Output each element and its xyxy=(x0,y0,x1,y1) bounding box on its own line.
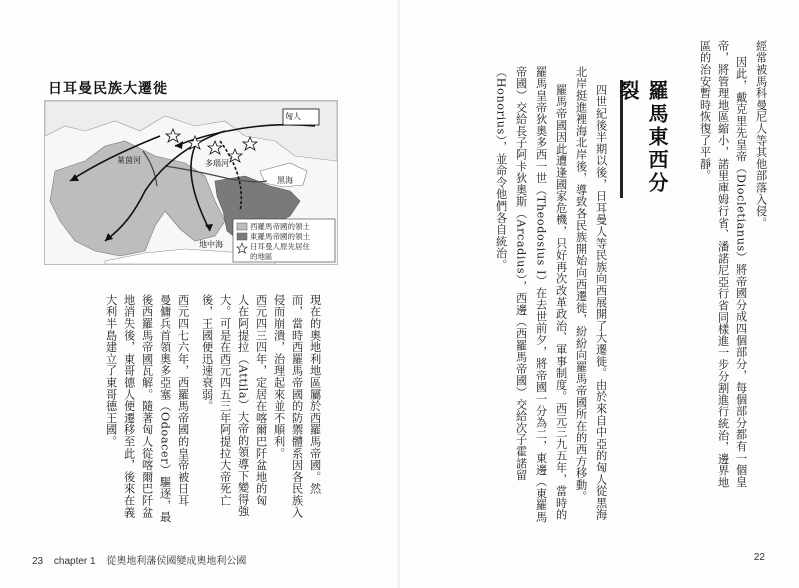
legend-west-swatch xyxy=(237,223,247,230)
paragraph-column: 區的治安暫時恢復了平靜。 xyxy=(698,40,712,182)
paragraph-column: 大利半島建立了東哥德王國。 xyxy=(104,294,118,448)
left-page xyxy=(0,0,399,588)
paragraph-column: 大。可是在西元四五三年阿提拉大帝死亡 xyxy=(218,294,232,507)
paragraph-column: 北岸挺進裡海北岸後，導致各民族開始向西遷徙，紛紛向羅馬帝國所在的西方移動。 xyxy=(574,66,588,503)
legend-origin-label-2: 的地區 xyxy=(250,252,273,261)
huns-label: 匈人 xyxy=(285,112,301,121)
paragraph-column: 而，當時西羅馬帝國的防禦體系因各民族入 xyxy=(290,294,304,519)
paragraph-column: 人在阿提拉（Attila）大帝的領導下變得強 xyxy=(236,294,250,518)
map-title: 日耳曼民族大遷徙 xyxy=(48,81,168,97)
paragraph-column: 帝國）交給長子阿卡狄奧斯（Arcadius），西邊（西羅馬帝國）交給次子霍諾留 xyxy=(514,66,528,482)
paragraph-column: 帝，將管理地區縮小，諾里庫姆行省、潘諾尼亞行省同樣進一步分割進行統治，邊界地 xyxy=(716,40,730,489)
chapter-title: 從奧地利藩侯國變成奧地利公國 xyxy=(106,556,247,567)
paragraph-column: 羅馬帝國因此遭逢國家危機，只好再次改革政治、軍事制度。西元三九五年，當時的 xyxy=(554,84,568,521)
page-number: 22 xyxy=(753,552,765,563)
paragraph-column: 西元四七六年，西羅馬帝國的皇帝被日耳 xyxy=(176,294,190,507)
mediterranean-label: 地中海 xyxy=(199,240,223,249)
paragraph-column: 因此，戴克里先皇帝（Diocletianus）將帝國分成四個部分，每個部分都有一個皇 xyxy=(734,56,748,488)
black-sea-label: 黑海 xyxy=(277,176,293,185)
paragraph-column: 侵而崩潰，治理起來並不順利。 xyxy=(272,294,286,460)
paragraph-column: 後，王國便迅速衰弱。 xyxy=(200,294,214,412)
legend-east-label: 東羅馬帝國的領土 xyxy=(250,232,310,241)
section-heading: 羅馬東西分裂 xyxy=(616,80,669,195)
paragraph-column: 後西羅馬帝國瓦解。隨著匈人從喀爾巴阡盆 xyxy=(140,294,154,519)
chapter-number: chapter 1 xyxy=(53,556,96,567)
legend-origin-label-1: 日耳曼人原先居住 xyxy=(250,242,310,251)
paragraph-column: （Honorius），並命令他們各自統治。 xyxy=(494,66,508,271)
danube-label: 多瑙河 xyxy=(205,159,229,168)
left-footer xyxy=(32,552,254,567)
migration-map xyxy=(44,100,338,265)
paragraph-column: 經常被馬科曼尼人等其他部落入侵。 xyxy=(754,40,768,229)
legend-west-label: 西羅馬帝國的領土 xyxy=(250,222,310,231)
paragraph-column: 四世紀後半期以後，日耳曼人等民族向西展開了大遷徙。由於來自中亞的匈人從黑海 xyxy=(594,84,608,521)
section-heading-box xyxy=(616,80,669,198)
paragraph-column: 現在的奧地利地區屬於西羅馬帝國。然 xyxy=(308,294,322,495)
paragraph-column: 羅馬皇帝狄奧多西一世（Theodosius I）在去世前夕，將帝國一分為二，東邊（東羅馬 xyxy=(534,66,548,523)
legend-east-swatch xyxy=(237,233,247,240)
right-footer xyxy=(754,552,765,563)
paragraph-column: 地消失後，東哥德人便遷移至此，後來在義 xyxy=(122,294,136,519)
paragraph-column: 曼傭兵首領奧多亞塞（Odoacer）驅逐，最 xyxy=(158,294,172,524)
rhine-label: 萊茵河 xyxy=(117,156,141,165)
paragraph-column: 西元四三四年，定居在喀爾巴阡盆地的匈 xyxy=(254,294,268,507)
page-number: 23 xyxy=(32,556,44,567)
